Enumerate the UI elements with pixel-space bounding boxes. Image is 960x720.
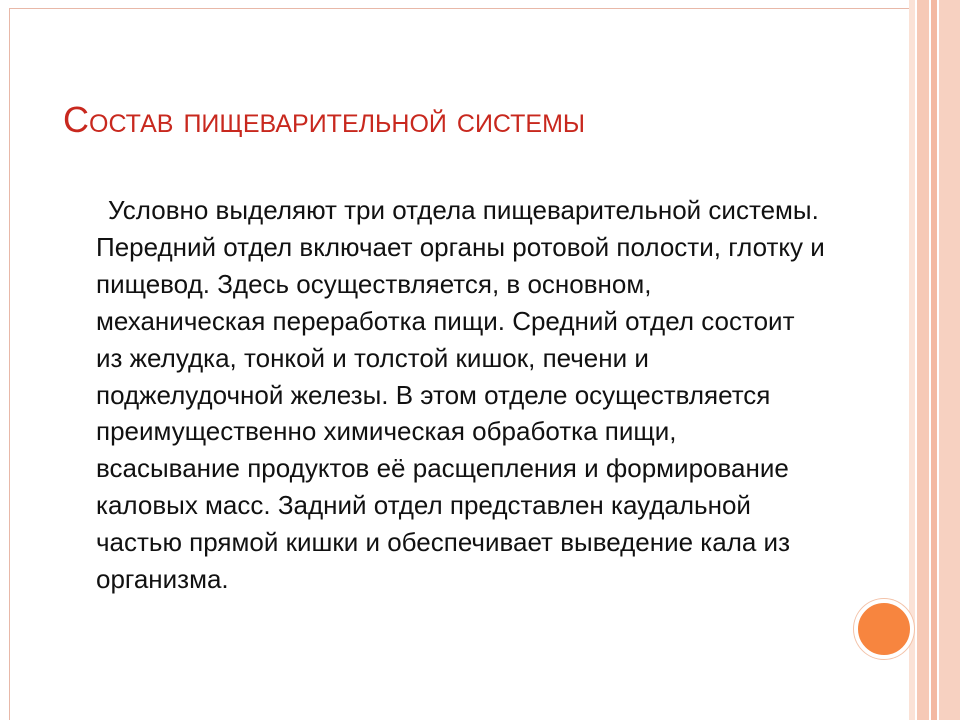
- decorative-circle: [854, 599, 914, 659]
- decorative-stripe: [939, 0, 960, 720]
- decorative-stripe: [917, 0, 929, 720]
- slide-body-text: Условно выделяют три отдела пищеварительной системы. Передний отдел включает органы ротовой полости, глотку и пищевод. Здесь осуществляется, в основном, механическая переработка пищи. Средний отдел состоит из желудка, тонкой и толстой кишок, печени и поджелудочной железы. В этом отделе осуществляется преимущественно химическая обработка пищи, всасывание продуктов её расщепления и формирование каловых масс. Задний отдел представлен каудальной частью прямой кишки и обеспечивает выведение кала из организма.: [96, 195, 825, 595]
- slide-title: Состав пищеварительной системы: [63, 99, 586, 140]
